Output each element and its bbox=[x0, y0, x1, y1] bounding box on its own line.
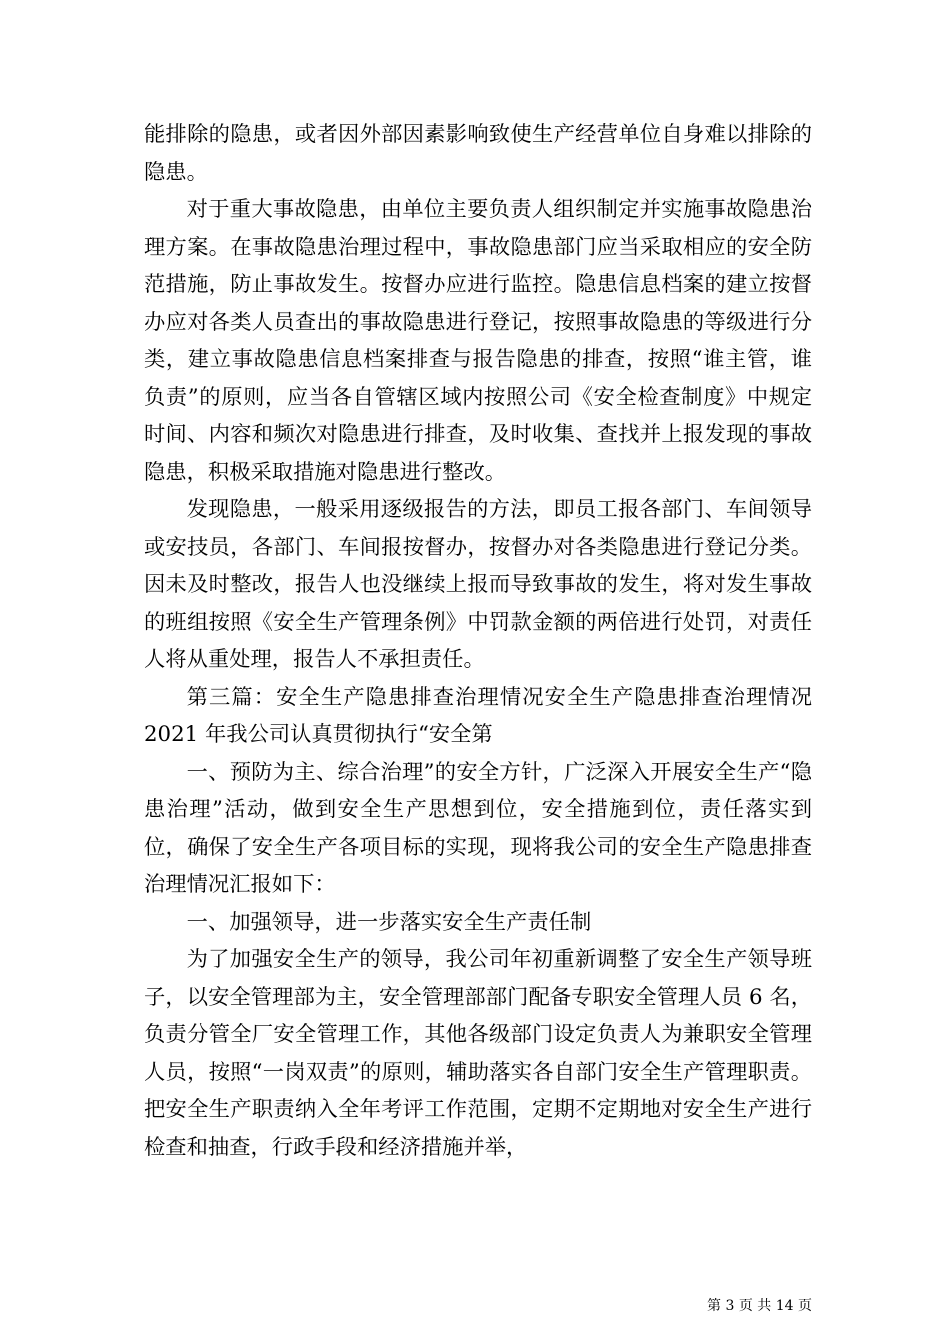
page-number-footer: 第 3 页 共 14 页 bbox=[707, 1298, 812, 1314]
document-body bbox=[144, 116, 812, 1166]
paragraph-heading-leadership: 一、加强领导，进一步落实安全生产责任制 bbox=[186, 909, 592, 935]
paragraph-major-hazard: 对于重大事故隐患，由单位主要负责人组织制定并实施事故隐患治理方案。在事故隐患治理过程中，事故隐患部门应当采取相应的安全防范措施，防止事故发生。按督办应进行监控。隐患信息档案的建立按督办应对各类人员查出的事故隐患进行登记，按照事故隐患的等级进行分类，建立事故隐患信息档案排查与报告隐患的排查，按照“谁主管，谁负责”的原则，应当各自管辖区域内按照公司《安全检查制度》中规定时间、内容和频次对隐患进行排查，及时收集、查找并上报发现的事故隐患，积极采取措施对隐患进行整改。 bbox=[144, 197, 812, 485]
paragraph-leadership-details: 为了加强安全生产的领导，我公司年初重新调整了安全生产领导班子，以安全管理部为主，安全管理部部门配备专职安全管理人员 6 名，负责分管全厂安全管理工作，其他各级部门设定负责人为兼职安全管理人员，按照“一岗双责”的原则，辅助落实各自部门安全生产管理职责。把安全生产职责纳入全年考评工作范围，定期不定期地对安全生产进行检查和抽查，行政手段和经济措施并举， bbox=[144, 947, 812, 1160]
paragraph-safety-policy: 一、预防为主、综合治理”的安全方针，广泛深入开展安全生产“隐患治理”活动，做到安全生产思想到位，安全措施到位，责任落实到位，确保了安全生产各项目标的实现，现将我公司的安全生产隐患排查治理情况汇报如下： bbox=[144, 759, 812, 897]
paragraph-section-three-title: 第三篇：安全生产隐患排查治理情况安全生产隐患排查治理情况 2021 年我公司认真贯彻执行“安全第 bbox=[144, 684, 812, 747]
paragraph-continuation: 能排除的隐患，或者因外部因素影响致使生产经营单位自身难以排除的隐患。 bbox=[144, 122, 812, 185]
paragraph-hazard-reporting: 发现隐患，一般采用逐级报告的方法，即员工报各部门、车间领导或安技员，各部门、车间报按督办，按督办对各类隐患进行登记分类。因未及时整改，报告人也没继续上报而导致事故的发生，将对发生事故的班组按照《安全生产管理条例》中罚款金额的两倍进行处罚，对责任人将从重处理，报告人不承担责任。 bbox=[144, 497, 812, 672]
